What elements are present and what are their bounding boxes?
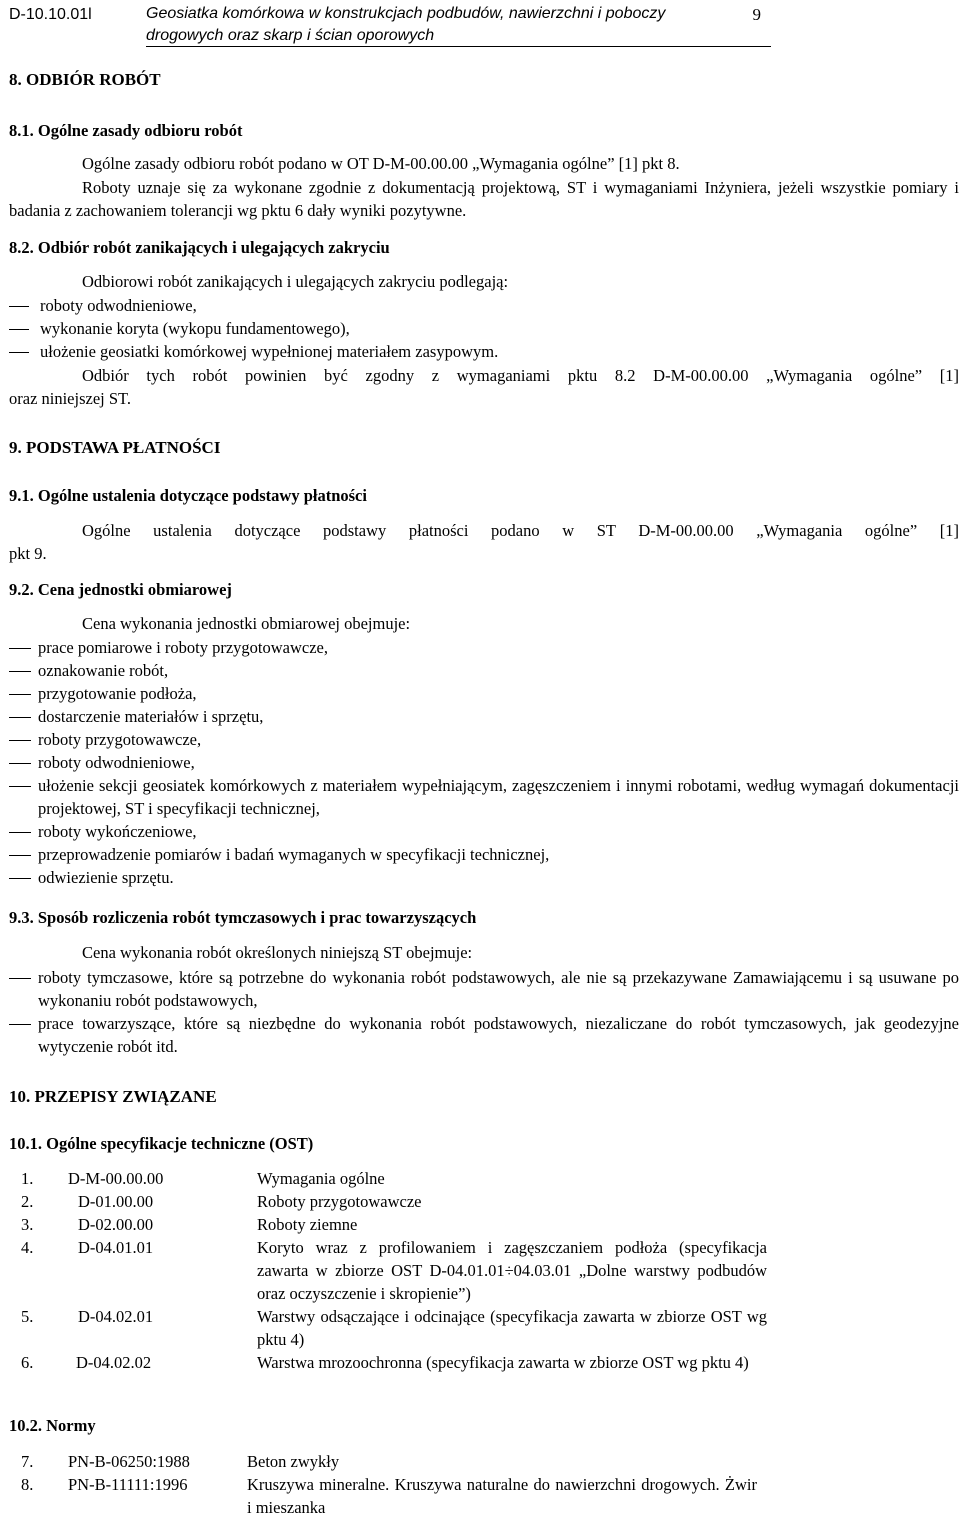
list-item: roboty wykończeniowe, <box>9 820 959 843</box>
s92-list <box>9 636 959 889</box>
ref-number: 1. <box>21 1169 34 1188</box>
ref-code: D-01.00.00 <box>78 1192 154 1211</box>
section-8-2-heading: 8.2. Odbiór robót zanikających i ulegających zakryciu <box>9 238 390 257</box>
ref-description: Roboty ziemne <box>257 1215 358 1234</box>
table-row <box>9 1351 767 1374</box>
list-item: wykonanie koryta (wykopu fundamentowego), <box>9 317 909 340</box>
ref-code: D-04.01.01 <box>78 1238 154 1257</box>
ref-description: Wymagania ogólne <box>257 1169 385 1188</box>
list-item: roboty przygotowawcze, <box>9 728 959 751</box>
section-10-2-heading: 10.2. Normy <box>9 1416 96 1435</box>
page-header <box>9 3 959 45</box>
list-item: prace towarzyszące, które są niezbędne do wykonania robót podstawowych, niezaliczane do robót tymczasowych, jak geodezyjne wytyczenie robót itd. <box>9 1012 959 1058</box>
ref-description: Roboty przygotowawcze <box>257 1192 422 1211</box>
ref-code: D-04.02.02 <box>76 1353 152 1372</box>
list-item: roboty odwodnieniowe, <box>9 751 959 774</box>
section-9-3-heading: 9.3. Sposób rozliczenia robót tymczasowych i prac towarzyszących <box>9 908 477 927</box>
ref-code: D-04.02.01 <box>78 1307 154 1326</box>
ref-code: PN-B-11111:1996 <box>68 1475 188 1494</box>
list-item: roboty odwodnieniowe, <box>9 294 909 317</box>
section-10-1-heading: 10.1. Ogólne specyfikacje techniczne (OST) <box>9 1134 314 1153</box>
section-9-1-heading: 9.1. Ogólne ustalenia dotyczące podstawy płatności <box>9 486 367 505</box>
list-item: dostarczenie materiałów i sprzętu, <box>9 705 959 728</box>
table-row <box>9 1473 757 1519</box>
table-row <box>9 1236 767 1305</box>
ref-number: 8. <box>21 1475 34 1494</box>
ref-description: Kruszywa mineralne. Kruszywa naturalne do nawierzchni drogowych. Żwir i mieszanka <box>247 1475 757 1517</box>
list-item: odwiezienie sprzętu. <box>9 866 959 889</box>
ref-code: D-M-00.00.00 <box>68 1169 164 1188</box>
ref-description: Warstwy odsączające i odcinające (specyfikacja zawarta w zbiorze OST wg pktu 4) <box>257 1307 767 1349</box>
table-row <box>9 1167 767 1190</box>
section-9-heading: 9. PODSTAWA PŁATNOŚCI <box>9 438 221 457</box>
s91-paragraph-line-1: Ogólne ustalenia dotyczące podstawy płatności podano w ST D-M-00.00.00 „Wymagania ogólne” [1] <box>82 521 959 540</box>
list-item: ułożenie sekcji geosiatek komórkowych z materiałem wypełniającym, zagęszczeniem i innymi robotami, według wymagań dokumentacji projektowej, ST i specyfikacji technicznej, <box>9 774 959 820</box>
list-item: prace pomiarowe i roboty przygotowawcze, <box>9 636 959 659</box>
ref-description: Beton zwykły <box>247 1452 340 1471</box>
ref-number: 5. <box>21 1307 34 1326</box>
table-row <box>9 1305 767 1351</box>
ref-description: Koryto wraz z profilowaniem i zagęszczaniem podłoża (specyfikacja zawarta w zbiorze OST D-04.01.01÷04.03.01 „Dolne warstwy podbudów oraz oczyszczenie i skropienie”) <box>257 1238 767 1303</box>
s82-paragraph-line-2: oraz niniejszej ST. <box>9 389 132 408</box>
s82-paragraph-line-1: Odbiór tych robót powinien być zgodny z wymaganiami pktu 8.2 D-M-00.00.00 „Wymagania ogólne” [1] <box>82 366 959 385</box>
s82-list <box>9 294 909 363</box>
s91-paragraph-line-2: pkt 9. <box>9 544 47 563</box>
list-item: roboty tymczasowe, które są potrzebne do wykonania robót podstawowych, ale nie są przekazywane Zamawiającemu i są usuwane po wykonaniu robót podstawowych, <box>9 966 959 1012</box>
ref-code: D-02.00.00 <box>78 1215 154 1234</box>
s81-paragraph-2: Roboty uznaje się za wykonane zgodnie z dokumentacją projektową, ST i wymaganiami Inżyniera, jeżeli wszystkie pomiary i badania z zachowaniem tolerancji wg pktu 6 dały wyniki pozytywne. <box>9 178 959 220</box>
list-item: ułożenie geosiatki komórkowej wypełnionej materiałem zasypowym. <box>9 340 909 363</box>
list-item: przeprowadzenie pomiarów i badań wymaganych w specyfikacji technicznej, <box>9 843 959 866</box>
s93-intro: Cena wykonania robót określonych niniejszą ST obejmuje: <box>82 943 473 962</box>
ref-number: 2. <box>21 1192 34 1211</box>
section-9-2-heading: 9.2. Cena jednostki obmiarowej <box>9 580 232 599</box>
section-8-1-heading: 8.1. Ogólne zasady odbioru robót <box>9 121 243 140</box>
ref-number: 6. <box>21 1353 34 1372</box>
norms-table <box>9 1450 757 1519</box>
table-row <box>9 1213 767 1236</box>
page-number: 9 <box>752 5 761 24</box>
header-title: Geosiatka komórkowa w konstrukcjach podbudów, nawierzchni i poboczy drogowych oraz skarp i ścian oporowych <box>146 5 666 44</box>
ref-number: 4. <box>21 1238 34 1257</box>
table-row <box>9 1190 767 1213</box>
ref-description: Warstwa mrozoochronna (specyfikacja zawarta w zbiorze OST wg pktu 4) <box>257 1353 749 1372</box>
section-8-heading: 8. ODBIÓR ROBÓT <box>9 70 161 89</box>
table-row <box>9 1450 757 1473</box>
s82-intro: Odbiorowi robót zanikających i ulegających zakryciu podlegają: <box>82 272 509 291</box>
ost-table <box>9 1167 767 1374</box>
s93-list <box>9 966 959 1058</box>
s81-paragraph-1: Ogólne zasady odbioru robót podano w OT D-M-00.00.00 „Wymagania ogólne” [1] pkt 8. <box>82 154 680 173</box>
ref-number: 3. <box>21 1215 34 1234</box>
list-item: oznakowanie robót, <box>9 659 959 682</box>
header-rule <box>146 46 771 47</box>
ref-number: 7. <box>21 1452 34 1471</box>
ref-code: PN-B-06250:1988 <box>68 1452 190 1471</box>
list-item: przygotowanie podłoża, <box>9 682 959 705</box>
section-10-heading: 10. PRZEPISY ZWIĄZANE <box>9 1087 217 1106</box>
spec-code: D-10.10.01l <box>9 6 92 23</box>
s92-intro: Cena wykonania jednostki obmiarowej obejmuje: <box>82 614 411 633</box>
